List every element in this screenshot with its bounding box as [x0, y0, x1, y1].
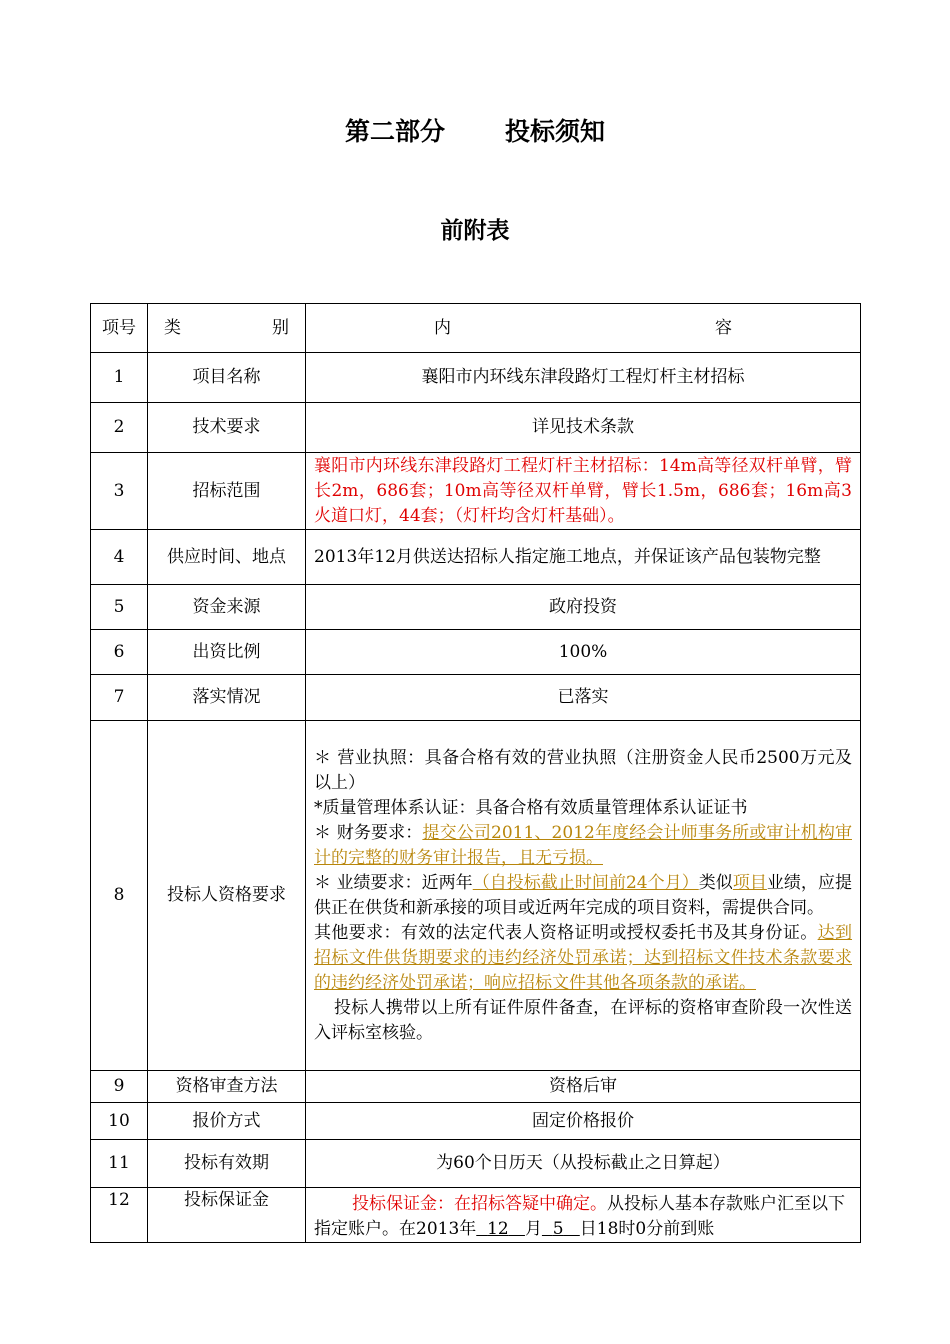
attachment-table	[90, 303, 861, 1243]
header-content: 内 容	[306, 304, 861, 353]
table-row: 7 落实情况 已落实	[91, 675, 861, 721]
quality-requirement: *质量管理体系认证：具备合格有效质量管理体系认证证书	[314, 797, 748, 818]
finance-requirement: ＊ 财务要求：提交公司2011、2012年度经会计师事务所或审计机构审计的完整的财务审计报告，且无亏损。	[314, 822, 852, 868]
page-title	[0, 112, 950, 148]
table-row-qualification: 8 投标人资格要求 ＊ 营业执照：具备合格有效的营业执照（注册资金人民币2500万元及以上） *质量管理体系认证：具备合格有效质量管理体系认证证书 ＊ 财务要求：提交公司2011、2012年度经会计师事务所或审计机构审计的完整的财务审计报告，且无亏损。 ＊ 业绩要求：近两年（自投标截止时间前24个月）类似项目业绩，应提供正在供货和新承接的项目或近两年完成的项目资料，需提供合同。 其他要求：有效的法定代表人资格证明或授权委托书及其身份证。达到招标文件供货期要求的违约经济处罚承诺；达到招标文件技术条款要求的违约经济处罚承诺；响应招标文件其他各项条款的承诺。 投标人携带以上所有证件原件备查，在评标的资格审查阶段一次性送入评标室核验。	[91, 721, 861, 1071]
table-row: 6 出资比例 100%	[91, 630, 861, 675]
page-subtitle: 前附表	[440, 218, 510, 244]
table-header	[91, 304, 861, 353]
table-row: 10 报价方式 固定价格报价	[91, 1103, 861, 1140]
table-row: 1 项目名称 襄阳市内环线东津段路灯工程灯杆主材招标	[91, 353, 861, 403]
table-row: 4 供应时间、地点 2013年12月供送达招标人指定施工地点，并保证该产品包装物完整	[91, 530, 861, 585]
table-row: 2 技术要求 详见技术条款	[91, 403, 861, 453]
title-name: 投标须知	[505, 117, 606, 146]
performance-requirement: ＊ 业绩要求：近两年（自投标截止时间前24个月）类似项目业绩，应提供正在供货和新承接的项目或近两年完成的项目资料，需提供合同。	[314, 872, 852, 918]
qualification-note: 投标人携带以上所有证件原件备查，在评标的资格审查阶段一次性送入评标室核验。	[314, 997, 852, 1043]
deposit-month: 12	[487, 1219, 509, 1239]
header-number: 项号	[91, 304, 148, 353]
deposit-day: 5	[552, 1219, 564, 1239]
other-requirement: 其他要求：有效的法定代表人资格证明或授权委托书及其身份证。达到招标文件供货期要求的违约经济处罚承诺；达到招标文件技术条款要求的违约经济处罚承诺；响应招标文件其他各项条款的承诺。	[314, 922, 853, 993]
table-row: 11 投标有效期 为60个日历天（从投标截止之日算起）	[91, 1140, 861, 1188]
table-row-deposit: 12 投标保证金 投标保证金：在招标答疑中确定。从投标人基本存款账户汇至以下指定账户。在2013年 12 月 5 日18时0分前到账	[91, 1188, 861, 1243]
deposit-content: 投标保证金：在招标答疑中确定。从投标人基本存款账户汇至以下指定账户。在2013年 12 月 5 日18时0分前到账	[306, 1188, 861, 1243]
license-requirement: ＊ 营业执照：具备合格有效的营业执照（注册资金人民币2500万元及以上）	[314, 747, 852, 793]
header-category: 类 别	[148, 304, 306, 353]
deposit-red-text: 投标保证金：在招标答疑中确定。	[352, 1194, 607, 1214]
title-part: 第二部分	[344, 117, 445, 146]
table-row: 9 资格审查方法 资格后审	[91, 1071, 861, 1103]
table-row: 3 招标范围 襄阳市内环线东津段路灯工程灯杆主材招标：14m高等径双杆单臂，臂长2m，686套；10m高等径双杆单臂，臂长1.5m，686套；16m高3火道口灯，44套；（灯杆均含灯杆基础）。	[91, 453, 861, 530]
qualification-content	[306, 721, 861, 1071]
table-row: 5 资金来源 政府投资	[91, 585, 861, 630]
